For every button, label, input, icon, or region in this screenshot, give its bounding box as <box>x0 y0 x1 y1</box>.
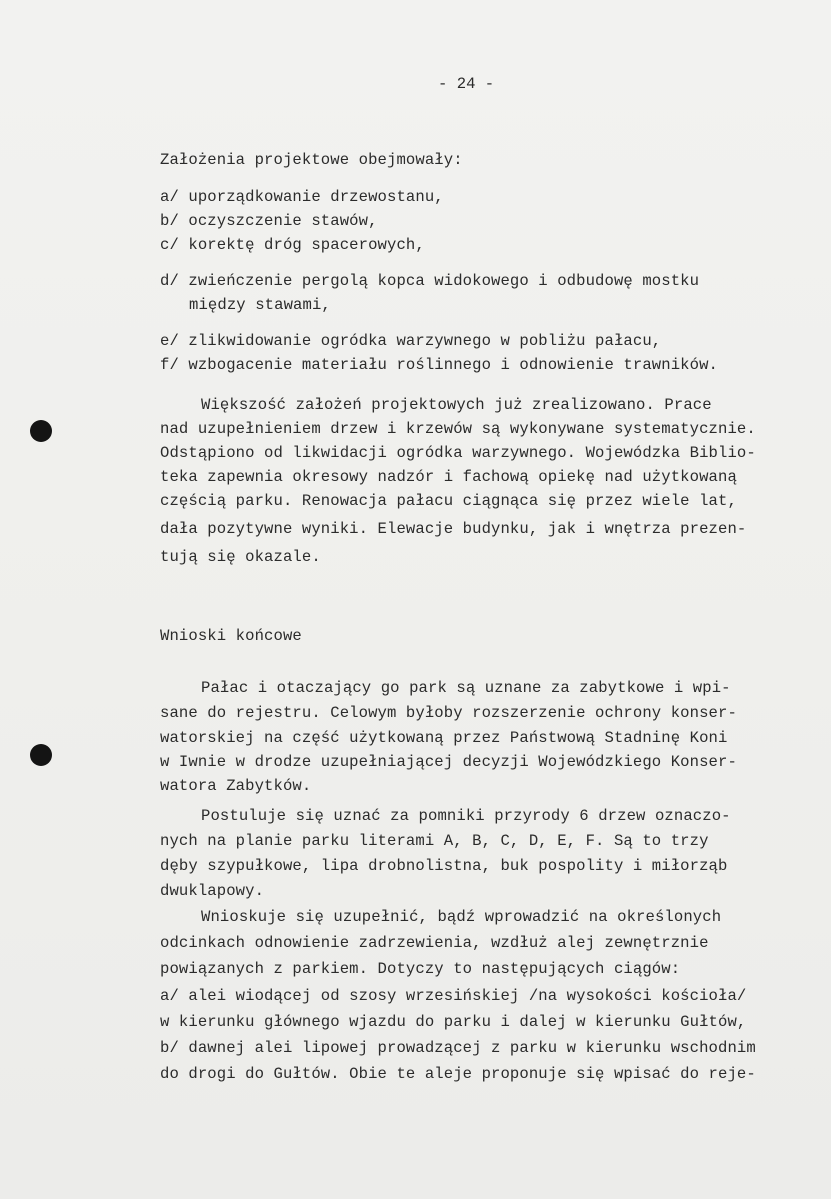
conclusions-paragraph3-line: w kierunku głównego wjazdu do parku i dalej w kierunku Gułtów, <box>160 1013 747 1031</box>
conclusions-paragraph3-line: b/ dawnej alei lipowej prowadzącej z parku w kierunku wschodnim <box>160 1039 756 1057</box>
conclusions-paragraph3-line: powiązanych z parkiem. Dotyczy to następujących ciągów: <box>160 960 681 978</box>
assumptions-paragraph-line: teka zapewnia okresowy nadzór i fachową opiekę nad użytkowaną <box>160 468 737 486</box>
assumptions-paragraph-line: tują się okazale. <box>160 548 321 566</box>
conclusions-heading: Wnioski końcowe <box>160 627 302 645</box>
conclusions-paragraph1-line: sane do rejestru. Celowym byłoby rozszerzenie ochrony konser- <box>160 704 737 722</box>
assumption-item-a: a/ uporządkowanie drzewostanu, <box>160 188 444 206</box>
assumption-item-d-continued: między stawami, <box>189 296 331 314</box>
conclusions-paragraph1-line: Pałac i otaczający go park są uznane za zabytkowe i wpi- <box>201 679 731 697</box>
conclusions-paragraph2-line: dęby szypułkowe, lipa drobnolistna, buk pospolity i miłorząb <box>160 857 728 875</box>
conclusions-paragraph3-line: do drogi do Gułtów. Obie te aleje proponuje się wpisać do reje- <box>160 1065 756 1083</box>
assumptions-paragraph-line: Większość założeń projektowych już zrealizowano. Prace <box>201 396 712 414</box>
conclusions-paragraph2-line: Postuluje się uznać za pomniki przyrody 6 drzew oznaczo- <box>201 807 731 825</box>
assumption-item-b: b/ oczyszczenie stawów, <box>160 212 378 230</box>
conclusions-paragraph1-line: watora Zabytków. <box>160 777 312 795</box>
conclusions-paragraph3-line: a/ alei wiodącej od szosy wrzesińskiej /na wysokości kościoła/ <box>160 987 747 1005</box>
conclusions-paragraph1-line: watorskiej na część użytkowaną przez Państwową Stadninę Koni <box>160 729 728 747</box>
assumptions-paragraph-line: nad uzupełnieniem drzew i krzewów są wykonywane systematycznie. <box>160 420 756 438</box>
assumption-item-d: d/ zwieńczenie pergolą kopca widokowego i odbudowę mostku <box>160 272 700 290</box>
assumptions-paragraph-line: częścią parku. Renowacja pałacu ciągnąca się przez wiele lat, <box>160 492 737 510</box>
assumptions-paragraph-line: Odstąpiono od likwidacji ogródka warzywnego. Wojewódzka Biblio- <box>160 444 756 462</box>
conclusions-paragraph2-line: nych na planie parku literami A, B, C, D, E, F. Są to trzy <box>160 832 709 850</box>
punch-hole <box>30 744 52 766</box>
page-number: - 24 - <box>438 75 495 93</box>
assumption-item-c: c/ korektę dróg spacerowych, <box>160 236 425 254</box>
conclusions-paragraph2-line: dwuklapowy. <box>160 882 265 900</box>
conclusions-paragraph1-line: w Iwnie w drodze uzupełniającej decyzji Wojewódzkiego Konser- <box>160 753 737 771</box>
assumption-item-e: e/ zlikwidowanie ogródka warzywnego w pobliżu pałacu, <box>160 332 662 350</box>
conclusions-paragraph3-line: odcinkach odnowienie zadrzewienia, wzdłuż alej zewnętrznie <box>160 934 709 952</box>
assumptions-paragraph-line: dała pozytywne wyniki. Elewacje budynku, jak i wnętrza prezen- <box>160 520 747 538</box>
assumptions-heading: Założenia projektowe obejmowały: <box>160 151 463 169</box>
conclusions-paragraph3-line: Wnioskuje się uzupełnić, bądź wprowadzić na określonych <box>201 908 722 926</box>
punch-hole <box>30 420 52 442</box>
assumption-item-f: f/ wzbogacenie materiału roślinnego i odnowienie trawników. <box>160 356 719 374</box>
